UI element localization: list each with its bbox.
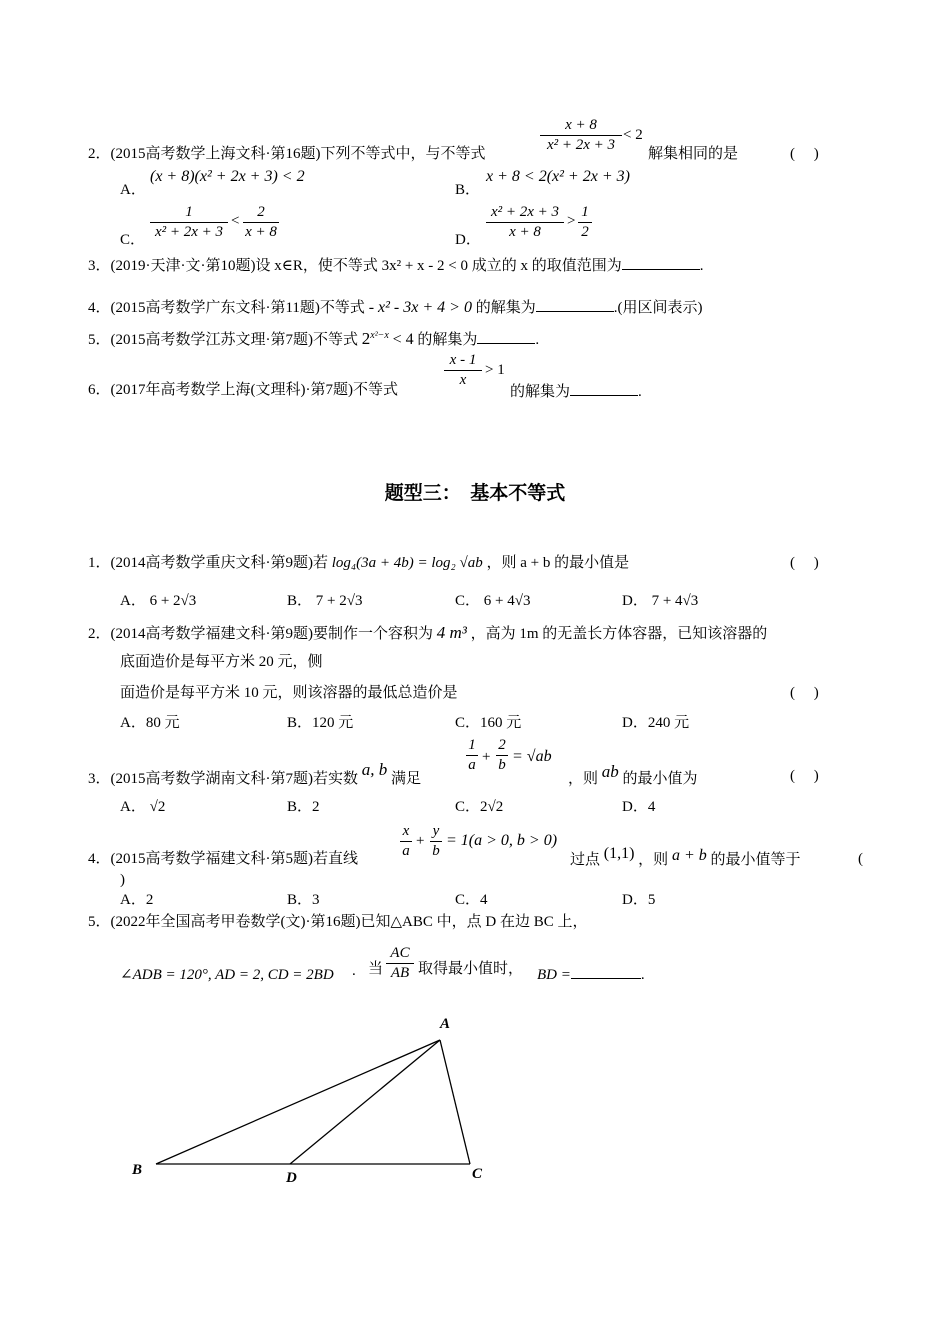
- label-d: D: [286, 1170, 297, 1186]
- s2-q2-opt-d: D．240 元: [622, 715, 690, 731]
- s2-q3-eq: = √ab: [512, 748, 552, 765]
- s2-q4-text: 4．(2015高考数学福建文科·第5题)若直线: [88, 851, 358, 867]
- q6-tail: 的解集为 .: [510, 384, 642, 400]
- s2-q3-tail: ，则 ab 的最小值为: [568, 762, 698, 787]
- s2-q3-opt-d: D．4: [622, 799, 656, 815]
- s2-q5-dot: .: [352, 963, 356, 979]
- s2-q3-opt-a: A． √2: [120, 799, 166, 815]
- s2-q4-tail: 过点 (1,1) ，则 a + b 的最小值等于: [570, 845, 801, 868]
- s2-q1-opt-c: C． 6 + 4√3: [455, 593, 531, 609]
- q6-fraction: x - 1 x: [444, 353, 482, 388]
- s2-q3-text: 3．(2015高考数学湖南文科·第7题)若实数 a, b 满足: [88, 760, 422, 787]
- s2-q5-condition: ∠ADB = 120°, AD = 2, CD = 2BD: [120, 967, 334, 983]
- s2-q4-frac1: x a: [400, 824, 412, 859]
- s2-q1-paren: ( ): [790, 555, 819, 571]
- s2-q4-opt-d: D．5: [622, 892, 656, 908]
- q2-option-c-frac2: 2 x + 8: [243, 205, 279, 240]
- s2-q2-opt-a: A．80 元: [120, 715, 180, 731]
- q2-tail: 解集相同的是: [648, 146, 739, 162]
- s2-q2-opt-b: B．120 元: [287, 715, 354, 731]
- q3-text: 3．(2019·天津·文·第10题)设 x∈R，使不等式 3x² + x - 2 < 0 成立的 x 的取值范围为 .: [88, 258, 704, 274]
- s2-q2-opt-c: C．160 元: [455, 715, 522, 731]
- s2-q3-opt-b: B．2: [287, 799, 320, 815]
- q2-option-a-label: A．: [120, 182, 146, 198]
- s2-q5-line1: 5．(2022年全国高考甲卷数学(文)·第16题)已知△ABC 中，点 D 在边 BC 上，: [88, 914, 588, 930]
- s2-q3-frac1: 1 a: [466, 738, 478, 773]
- q2-option-d-frac2: 1 2: [578, 205, 592, 240]
- s2-q2-line1: 2．(2014高考数学福建文科·第9题)要制作一个容积为 4 m³ ，高为 1m 的无盖长方体容器，已知该溶器的: [88, 623, 768, 642]
- s2-q3-paren: ( ): [790, 768, 819, 784]
- s2-q3-plus: +: [482, 749, 491, 765]
- s2-q4-eq: = 1(a > 0, b > 0): [446, 832, 558, 849]
- q2-option-d-frac1: x² + 2x + 3 x + 8: [486, 205, 564, 240]
- s2-q4-opt-b: B．3: [287, 892, 320, 908]
- triangle-figure: [120, 1010, 500, 1195]
- s2-q2-line2: 底面造价是每平方米 20 元，侧: [120, 654, 323, 670]
- q4-text: 4．(2015高考数学广东文科·第11题)不等式 - x² - 3x + 4 > 0 的解集为 .(用区间表示): [88, 299, 703, 316]
- s2-q4-opt-c: C．4: [455, 892, 488, 908]
- q2-option-d-label: D．: [455, 232, 481, 248]
- side-ac: [440, 1040, 470, 1164]
- side-ab: [156, 1040, 440, 1164]
- segment-ad: [290, 1040, 440, 1164]
- q2-answer-paren: ( ): [790, 146, 819, 162]
- s2-q5-tail: 取得最小值时，: [418, 961, 524, 977]
- s2-q5-fraction: AC AB: [386, 946, 414, 981]
- label-c: C: [472, 1166, 483, 1182]
- s2-q4-opt-a: A．2: [120, 892, 154, 908]
- s2-q1-text: 1．(2014高考数学重庆文科·第9题)若 log₄(3a + 4b) = log₂ √ab ，则 a + b 的最小值是: [88, 555, 630, 571]
- s2-q4-plus: +: [416, 833, 425, 849]
- q2-option-c-frac1: 1 x² + 2x + 3: [150, 205, 228, 240]
- s2-q5-when: 当: [368, 961, 384, 977]
- s2-q1-opt-a: A． 6 + 2√3: [120, 593, 197, 609]
- label-a: A: [440, 1016, 451, 1032]
- q2-option-d-gt: >: [567, 213, 576, 229]
- q6-rhs: > 1: [485, 362, 505, 378]
- s2-q2-paren: ( ): [790, 685, 819, 701]
- s2-q5-bd: BD = .: [537, 967, 645, 983]
- q2-option-c-label: C．: [120, 232, 146, 248]
- s2-q3-opt-c: C．2√2: [455, 799, 504, 815]
- q2-option-a: (x + 8)(x² + 2x + 3) < 2: [150, 168, 305, 185]
- q2-fraction: x + 8 x² + 2x + 3: [540, 118, 622, 153]
- s2-q1-opt-b: B． 7 + 2√3: [287, 593, 363, 609]
- section-title: 题型三： 基本不等式: [384, 482, 566, 504]
- q6-text: 6．(2017年高考数学上海(文理科)·第7题)不等式: [88, 382, 398, 398]
- q2-text: 2．(2015高考数学上海文科·第16题)下列不等式中，与不等式: [88, 146, 486, 162]
- s2-q4-frac2: y b: [430, 824, 442, 859]
- s2-q4-paren-left: (: [858, 851, 863, 867]
- s2-q1-opt-d: D． 7 + 4√3: [622, 593, 699, 609]
- s2-q3-frac2: 2 b: [496, 738, 508, 773]
- q2-option-c-lt: <: [231, 213, 240, 229]
- s2-q4-paren-right: ): [120, 872, 125, 888]
- q2-frac-rhs: < 2: [623, 127, 643, 143]
- q2-option-b: x + 8 < 2(x² + 2x + 3): [486, 168, 630, 185]
- q2-option-b-label: B．: [455, 182, 481, 198]
- q5-text: 5．(2015高考数学江苏文理·第7题)不等式 $2^{x^2-x} < 4$ 的解集为 .: [88, 329, 540, 348]
- s2-q2-line3: 面造价是每平方米 10 元，则该溶器的最低总造价是: [120, 685, 458, 701]
- label-b: B: [132, 1162, 143, 1178]
